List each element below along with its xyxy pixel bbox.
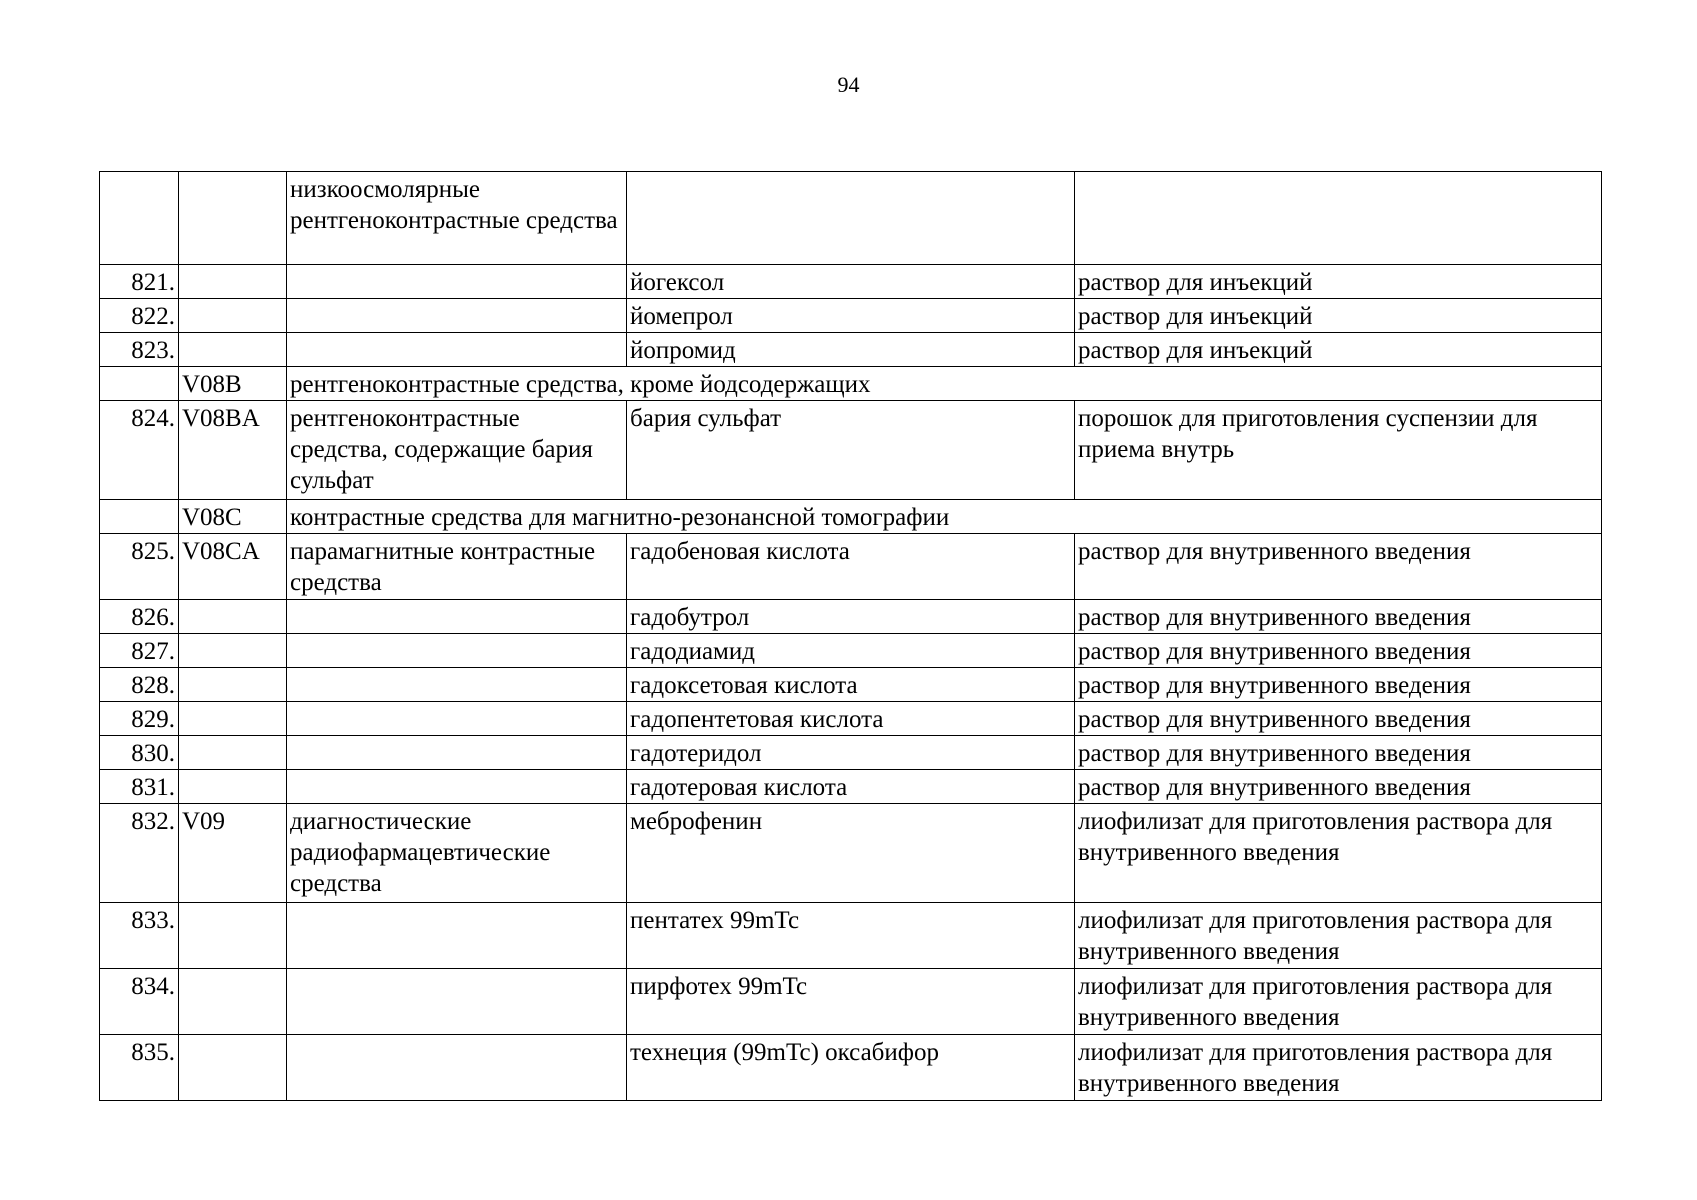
table-body <box>100 172 1602 1101</box>
atc-code-cell: V08BA <box>179 401 287 500</box>
page-number: 94 <box>837 72 860 97</box>
dosage-form-cell: раствор для внутривенного введения <box>1075 770 1602 804</box>
atc-code-cell <box>179 903 287 969</box>
dosage-form-cell <box>1075 172 1602 265</box>
row-number-cell: 832. <box>100 804 179 903</box>
group-name-cell <box>287 265 627 299</box>
atc-code-cell <box>179 736 287 770</box>
dosage-form-cell: раствор для внутривенного введения <box>1075 668 1602 702</box>
group-name-cell <box>287 668 627 702</box>
table-row <box>100 172 1602 265</box>
atc-code-cell: V08C <box>179 500 287 534</box>
table-row <box>100 770 1602 804</box>
group-name-cell: рентгеноконтрастные средства, содержащие бария сульфат <box>287 401 627 500</box>
drug-name-cell: гадодиамид <box>627 634 1075 668</box>
table-row <box>100 668 1602 702</box>
table-row <box>100 1035 1602 1101</box>
row-number-cell: 825. <box>100 534 179 600</box>
atc-code-cell <box>179 1035 287 1101</box>
group-name-cell <box>287 333 627 367</box>
table-row <box>100 333 1602 367</box>
row-number-cell: 834. <box>100 969 179 1035</box>
dosage-form-cell: раствор для инъекций <box>1075 333 1602 367</box>
row-number-cell: 833. <box>100 903 179 969</box>
section-title-cell: рентгеноконтрастные средства, кроме йодсодержащих <box>287 367 1602 401</box>
drug-name-cell: технеция (99mTc) оксабифор <box>627 1035 1075 1101</box>
dosage-form-cell: раствор для инъекций <box>1075 265 1602 299</box>
dosage-form-cell: раствор для внутривенного введения <box>1075 702 1602 736</box>
dosage-form-cell: раствор для внутривенного введения <box>1075 736 1602 770</box>
dosage-form-cell: лиофилизат для приготовления раствора для внутривенного введения <box>1075 1035 1602 1101</box>
table-row <box>100 634 1602 668</box>
table-row <box>100 969 1602 1035</box>
group-name-cell <box>287 634 627 668</box>
row-number-cell <box>100 500 179 534</box>
row-number-cell: 830. <box>100 736 179 770</box>
atc-code-cell <box>179 969 287 1035</box>
atc-code-cell <box>179 770 287 804</box>
row-number-cell <box>100 367 179 401</box>
drug-name-cell: гадотеровая кислота <box>627 770 1075 804</box>
dosage-form-cell: раствор для внутривенного введения <box>1075 634 1602 668</box>
row-number-cell: 822. <box>100 299 179 333</box>
dosage-form-cell: лиофилизат для приготовления раствора для внутривенного введения <box>1075 804 1602 903</box>
group-name-cell: низкоосмолярные рентгеноконтрастные средства <box>287 172 627 265</box>
dosage-form-cell: лиофилизат для приготовления раствора для внутривенного введения <box>1075 969 1602 1035</box>
drug-name-cell: пентатех 99mTc <box>627 903 1075 969</box>
section-row <box>100 500 1602 534</box>
drug-name-cell <box>627 172 1075 265</box>
section-title-cell: контрастные средства для магнитно-резонансной томографии <box>287 500 1602 534</box>
drug-name-cell: гадобутрол <box>627 600 1075 634</box>
group-name-cell <box>287 299 627 333</box>
atc-code-cell <box>179 265 287 299</box>
atc-code-cell <box>179 634 287 668</box>
dosage-form-cell: раствор для внутривенного введения <box>1075 534 1602 600</box>
table-row <box>100 600 1602 634</box>
row-number-cell: 823. <box>100 333 179 367</box>
row-number-cell: 829. <box>100 702 179 736</box>
dosage-form-cell: раствор для внутривенного введения <box>1075 600 1602 634</box>
row-number-cell: 824. <box>100 401 179 500</box>
row-number-cell: 821. <box>100 265 179 299</box>
row-number-cell: 835. <box>100 1035 179 1101</box>
drug-name-cell: гадоксетовая кислота <box>627 668 1075 702</box>
row-number-cell: 826. <box>100 600 179 634</box>
group-name-cell <box>287 600 627 634</box>
drug-name-cell: йогексол <box>627 265 1075 299</box>
drug-name-cell: бария сульфат <box>627 401 1075 500</box>
drug-name-cell: гадобеновая кислота <box>627 534 1075 600</box>
dosage-form-cell: раствор для инъекций <box>1075 299 1602 333</box>
atc-code-cell <box>179 600 287 634</box>
drug-name-cell: гадопентетовая кислота <box>627 702 1075 736</box>
group-name-cell <box>287 770 627 804</box>
atc-code-cell <box>179 702 287 736</box>
section-row <box>100 367 1602 401</box>
row-number-cell <box>100 172 179 265</box>
table-row <box>100 401 1602 500</box>
atc-code-cell <box>179 668 287 702</box>
group-name-cell <box>287 969 627 1035</box>
table-row <box>100 736 1602 770</box>
atc-code-cell: V08B <box>179 367 287 401</box>
drug-name-cell: гадотеридол <box>627 736 1075 770</box>
group-name-cell <box>287 1035 627 1101</box>
row-number-cell: 827. <box>100 634 179 668</box>
row-number-cell: 828. <box>100 668 179 702</box>
group-name-cell: парамагнитные контрастные средства <box>287 534 627 600</box>
table-row <box>100 702 1602 736</box>
atc-code-cell: V08CA <box>179 534 287 600</box>
atc-code-cell: V09 <box>179 804 287 903</box>
group-name-cell <box>287 736 627 770</box>
drug-name-cell: меброфенин <box>627 804 1075 903</box>
drug-table <box>99 171 1602 1101</box>
dosage-form-cell: лиофилизат для приготовления раствора для внутривенного введения <box>1075 903 1602 969</box>
drug-name-cell: пирфотех 99mTc <box>627 969 1075 1035</box>
row-number-cell: 831. <box>100 770 179 804</box>
drug-name-cell: йопромид <box>627 333 1075 367</box>
table-row <box>100 903 1602 969</box>
table-row <box>100 299 1602 333</box>
table-row <box>100 534 1602 600</box>
group-name-cell <box>287 702 627 736</box>
atc-code-cell <box>179 172 287 265</box>
dosage-form-cell: порошок для приготовления суспензии для приема внутрь <box>1075 401 1602 500</box>
group-name-cell: диагностические радиофармацевтические средства <box>287 804 627 903</box>
table-row <box>100 804 1602 903</box>
table-row <box>100 265 1602 299</box>
drug-name-cell: йомепрол <box>627 299 1075 333</box>
atc-code-cell <box>179 333 287 367</box>
group-name-cell <box>287 903 627 969</box>
atc-code-cell <box>179 299 287 333</box>
